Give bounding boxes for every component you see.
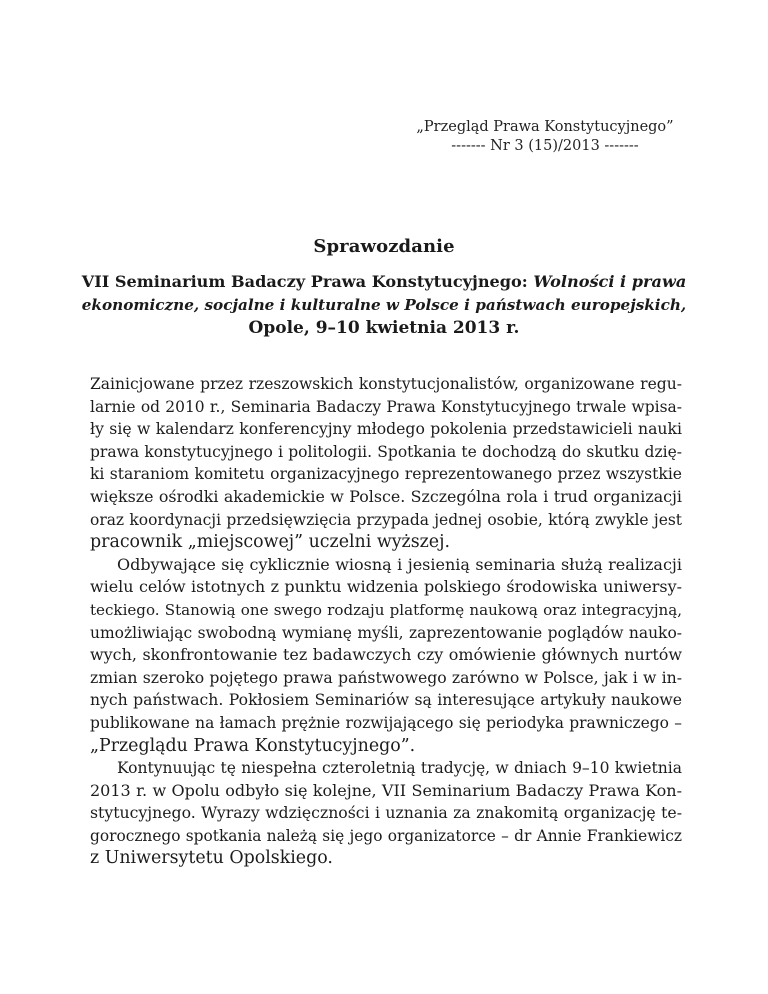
report-body [90, 373, 682, 870]
text-line: 2013 r. w Opolu odbyło się kolejne, VII Seminarium Badaczy Prawa Kon- [90, 780, 682, 800]
paragraph-2 [90, 554, 682, 757]
title-line-3: Opole, 9–10 kwietnia 2013 r. [248, 318, 520, 338]
report-title [80, 270, 688, 341]
text-line: publikowane na łamach prężnie rozwijającego się periodyka prawniczego – [90, 713, 682, 732]
text-line: ki staraniom komitetu organizacyjnego reprezentowanego przez wszystkie [90, 465, 682, 484]
journal-header [380, 118, 710, 156]
text-line: Odbywające się cyklicznie wiosną i jesienią seminaria służą realizacji [117, 554, 682, 574]
text-line: większe ośrodki akademickie w Polsce. Szczególna rola i trud organizacji [90, 486, 682, 506]
text-line: zmian szeroko pojętego prawa państwowego zarówno w Polsce, jak i w in- [90, 667, 682, 687]
title-bold-part: VII Seminarium Badaczy Prawa Konstytucyjnego: [81, 272, 534, 291]
text-line: umożliwiając swobodną wymianę myśli, zaprezentowanie poglądów nauko- [90, 623, 682, 642]
text-line: stytucyjnego. Wyrazy wdzięczności i uznania za znakomitą organizację te- [90, 803, 682, 823]
text-line: prawa konstytucyjnego i politologii. Spotkania te dochodzą do skutku dzię- [90, 442, 682, 461]
title-italic-part: Wolności i prawa [533, 272, 687, 291]
section-heading: Sprawozdanie [313, 236, 455, 257]
paragraph-1 [90, 373, 682, 554]
text-line: ły się w kalendarz konferencyjny młodego pokolenia przedstawicieli nauki [90, 419, 682, 439]
title-italic-continuation: ekonomiczne, socjalne i kulturalne w Polsce i państwach europejskich, [81, 295, 687, 314]
text-line: larnie od 2010 r., Seminaria Badaczy Prawa Konstytucyjnego trwale wpisa- [90, 397, 682, 416]
text-line: pracownik „miejscowej” uczelni wyższej. [90, 532, 451, 553]
text-line: oraz koordynacji przedsięwzięcia przypada jednej osobie, którą zwykle jest [90, 510, 682, 529]
title-line-1 [80, 270, 688, 294]
text-line: teckiego. Stanowią one swego rodzaju platformę naukową oraz integracyjną, [90, 600, 682, 619]
text-line: wielu celów istotnych z punktu widzenia polskiego środowiska uniwersy- [90, 577, 682, 597]
text-line: gorocznego spotkania należą się jego organizatorce – dr Annie Frankiewicz [90, 826, 682, 845]
journal-name: „Przegląd Prawa Konstytucyjnego” [416, 119, 674, 135]
text-line: „Przeglądu Prawa Konstytucyjnego”. [90, 735, 416, 756]
journal-issue: ------- Nr 3 (15)/2013 ------- [451, 138, 639, 154]
paragraph-3 [90, 757, 682, 870]
text-line: nych państwach. Pokłosiem Seminariów są interesujące artykuły naukowe [90, 690, 682, 710]
text-line: z Uniwersytetu Opolskiego. [90, 848, 333, 869]
text-line: Kontynuując tę niespełna czteroletnią tradycję, w dniach 9–10 kwietnia [117, 759, 682, 778]
text-line: Zainicjowane przez rzeszowskich konstytucjonalistów, organizowane regu- [90, 375, 682, 393]
title-line-2 [80, 294, 688, 318]
text-line: wych, skonfrontowanie tez badawczych czy omówienie głównych nurtów [90, 645, 682, 665]
